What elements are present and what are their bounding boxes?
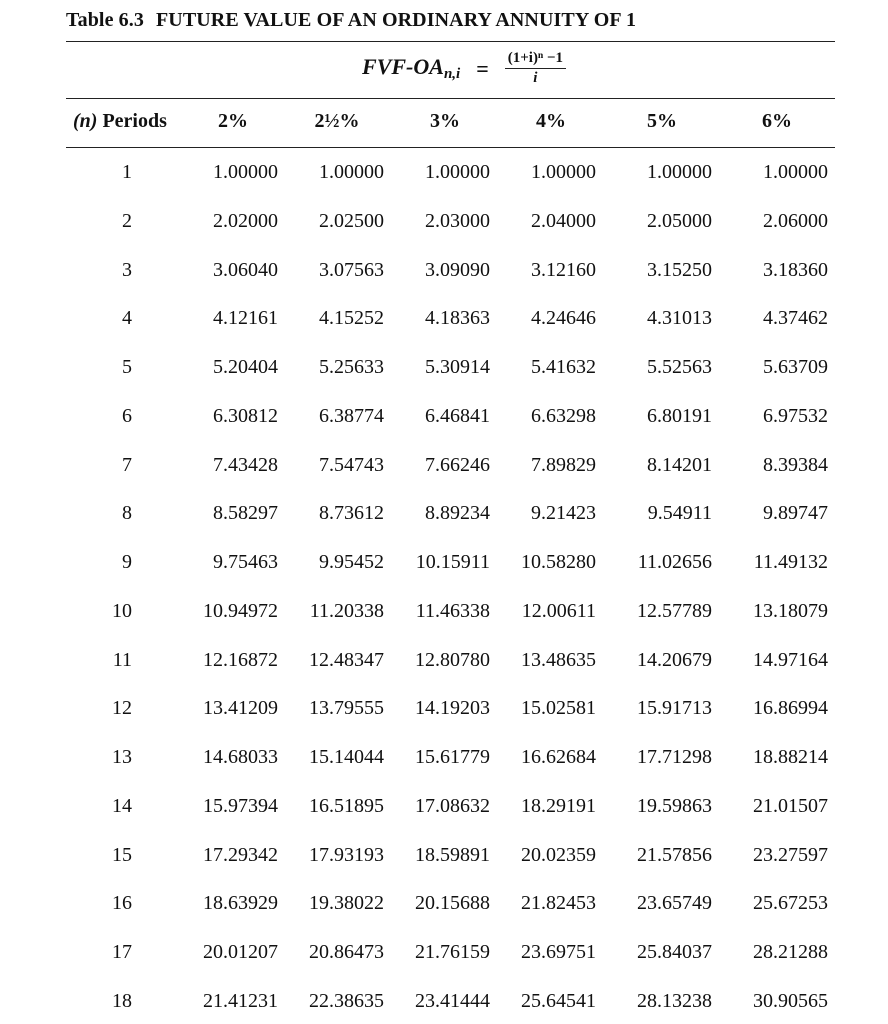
value-cell: 2.02000 (213, 209, 278, 232)
value-cell: 1.00000 (319, 161, 384, 183)
rate-header: 6% (762, 110, 792, 132)
period-cell: 10 (112, 599, 132, 622)
value-cell: 13.48635 (521, 648, 596, 671)
formula-equals: = (476, 55, 489, 81)
value-cell: 4.31013 (647, 307, 712, 330)
value-cell: 5.63709 (763, 356, 828, 378)
value-cell: 23.69751 (521, 941, 596, 963)
period-cell: 11 (112, 648, 132, 671)
value-cell: 5.20404 (213, 356, 278, 378)
value-cell: 8.14201 (647, 453, 712, 476)
value-cell: 14.20679 (637, 648, 712, 671)
value-cell: 10.94972 (203, 599, 278, 622)
value-cell: 9.95452 (319, 551, 384, 573)
rate-header: 2½% (314, 110, 360, 132)
value-cell: 3.18360 (763, 258, 828, 281)
value-cell: 3.09090 (425, 258, 490, 281)
period-cell: 6 (122, 404, 132, 427)
value-cell: 28.13238 (637, 989, 712, 1012)
header-bottom-rule (66, 147, 835, 148)
value-cell: 5.25633 (319, 356, 384, 378)
value-cell: 6.80191 (647, 404, 712, 427)
value-cell: 19.38022 (309, 892, 384, 915)
table-title-text: FUTURE VALUE OF AN ORDINARY ANNUITY OF 1 (155, 9, 637, 31)
value-cell: 1.00000 (425, 161, 490, 183)
value-cell: 1.00000 (763, 161, 828, 183)
value-cell: 12.48347 (309, 648, 384, 671)
value-cell: 12.80780 (415, 648, 490, 671)
value-cell: 3.07563 (319, 258, 384, 281)
period-cell: 1 (122, 161, 132, 183)
value-cell: 7.66246 (425, 453, 490, 476)
period-cell: 4 (122, 307, 132, 330)
formula-denominator: i (533, 70, 538, 86)
value-cell: 12.57789 (637, 599, 712, 622)
value-cell: 23.65749 (637, 892, 712, 915)
value-cell: 5.30914 (425, 356, 490, 378)
value-cell: 14.97164 (753, 648, 828, 671)
value-cell: 15.02581 (521, 697, 596, 720)
periods-column-header: (n) Periods (73, 110, 167, 132)
rate-header: 5% (647, 110, 677, 132)
value-cell: 21.76159 (415, 941, 490, 963)
value-cell: 4.24646 (531, 307, 596, 330)
value-cell: 9.21423 (531, 502, 596, 525)
value-cell: 6.30812 (213, 404, 278, 427)
value-cell: 10.15911 (415, 551, 490, 573)
value-cell: 15.61779 (415, 746, 490, 768)
value-cell: 6.63298 (531, 404, 596, 427)
period-cell: 18 (112, 989, 132, 1012)
value-cell: 12.16872 (203, 648, 278, 671)
value-cell: 1.00000 (647, 161, 712, 183)
value-cell: 11.46338 (415, 599, 490, 622)
value-cell: 3.06040 (213, 258, 278, 281)
value-cell: 13.41209 (203, 697, 278, 720)
value-cell: 2.04000 (531, 209, 596, 232)
table-number: Table 6.3 (66, 9, 144, 31)
period-cell: 16 (112, 892, 132, 915)
period-cell: 5 (122, 356, 132, 378)
value-cell: 13.79555 (309, 697, 384, 720)
top-rule (66, 41, 835, 42)
value-cell: 2.03000 (425, 209, 490, 232)
period-cell: 17 (112, 941, 132, 963)
period-cell: 13 (112, 746, 132, 768)
value-cell: 15.91713 (637, 697, 712, 720)
value-cell: 11.49132 (753, 551, 828, 573)
value-cell: 21.82453 (521, 892, 596, 915)
value-cell: 25.64541 (521, 989, 596, 1012)
value-cell: 20.86473 (309, 941, 384, 963)
value-cell: 5.41632 (531, 356, 596, 378)
value-cell: 25.67253 (753, 892, 828, 915)
value-cell: 17.93193 (309, 843, 384, 866)
period-cell: 3 (122, 258, 132, 281)
rate-header: 4% (536, 110, 566, 132)
value-cell: 16.51895 (309, 794, 384, 817)
period-cell: 14 (112, 794, 132, 817)
value-cell: 8.58297 (213, 502, 278, 525)
value-cell: 11.20338 (309, 599, 384, 622)
value-cell: 9.89747 (763, 502, 828, 525)
value-cell: 6.97532 (763, 404, 828, 427)
formula-lhs: FVF-$OA_{n,i}$ (362, 54, 461, 82)
value-cell: 18.63929 (203, 892, 278, 915)
value-cell: 2.05000 (647, 209, 712, 232)
value-cell: 7.54743 (319, 453, 384, 476)
value-cell: 16.62684 (521, 746, 596, 768)
value-cell: 30.90565 (753, 989, 828, 1012)
value-cell: 4.37462 (763, 307, 828, 330)
period-cell: 8 (122, 502, 132, 525)
value-cell: 2.02500 (319, 209, 384, 232)
value-cell: 5.52563 (647, 356, 712, 378)
value-cell: 11.02656 (637, 551, 712, 573)
value-cell: 1.00000 (213, 161, 278, 183)
value-cell: 15.97394 (203, 794, 278, 817)
value-cell: 23.41444 (415, 989, 490, 1012)
value-cell: 17.08632 (415, 794, 490, 817)
period-cell: 7 (122, 453, 132, 476)
value-cell: 23.27597 (753, 843, 828, 866)
value-cell: 17.71298 (637, 746, 712, 768)
value-cell: 9.54911 (647, 502, 712, 525)
value-cell: 21.41231 (203, 989, 278, 1012)
value-cell: 4.12161 (213, 307, 278, 330)
value-cell: 25.84037 (637, 941, 712, 963)
formula-numerator: (1+i)ⁿ −1 (505, 50, 566, 69)
value-cell: 7.43428 (213, 453, 278, 476)
value-cell: 3.15250 (647, 258, 712, 281)
value-cell: 4.15252 (319, 307, 384, 330)
value-cell: 8.39384 (763, 453, 828, 476)
value-cell: 19.59863 (637, 794, 712, 817)
header-top-rule (66, 98, 835, 99)
value-cell: 2.06000 (763, 209, 828, 232)
period-cell: 12 (112, 697, 132, 720)
value-cell: 20.02359 (521, 843, 596, 866)
formula-subscript: n,i (443, 66, 461, 82)
value-cell: 17.29342 (203, 843, 278, 866)
value-cell: 6.46841 (425, 404, 490, 427)
formula (0, 50, 888, 87)
value-cell: 14.68033 (203, 746, 278, 768)
value-cell: 13.18079 (753, 599, 828, 622)
value-cell: 18.59891 (415, 843, 490, 866)
formula-fraction (505, 50, 566, 87)
value-cell: 1.00000 (531, 161, 596, 183)
rate-header: 3% (430, 110, 460, 132)
value-cell: 8.73612 (319, 502, 384, 525)
period-cell: 15 (112, 843, 132, 866)
rate-header: 2% (218, 110, 248, 132)
table-title (66, 9, 636, 32)
value-cell: 4.18363 (425, 307, 490, 330)
value-cell: 16.86994 (753, 697, 828, 720)
value-cell: 28.21288 (753, 941, 828, 963)
value-cell: 9.75463 (213, 551, 278, 573)
value-cell: 20.01207 (203, 941, 278, 963)
period-cell: 2 (122, 209, 132, 232)
value-cell: 8.89234 (425, 502, 490, 525)
value-cell: 22.38635 (309, 989, 384, 1012)
value-cell: 12.00611 (521, 599, 596, 622)
value-cell: 10.58280 (521, 551, 596, 573)
value-cell: 21.01507 (753, 794, 828, 817)
value-cell: 6.38774 (319, 404, 384, 427)
value-cell: 14.19203 (415, 697, 490, 720)
value-cell: 20.15688 (415, 892, 490, 915)
value-cell: 15.14044 (309, 746, 384, 768)
value-cell: 18.29191 (521, 794, 596, 817)
value-cell: 18.88214 (753, 746, 828, 768)
period-cell: 9 (122, 551, 132, 573)
value-cell: 7.89829 (531, 453, 596, 476)
value-cell: 3.12160 (531, 258, 596, 281)
value-cell: 21.57856 (637, 843, 712, 866)
